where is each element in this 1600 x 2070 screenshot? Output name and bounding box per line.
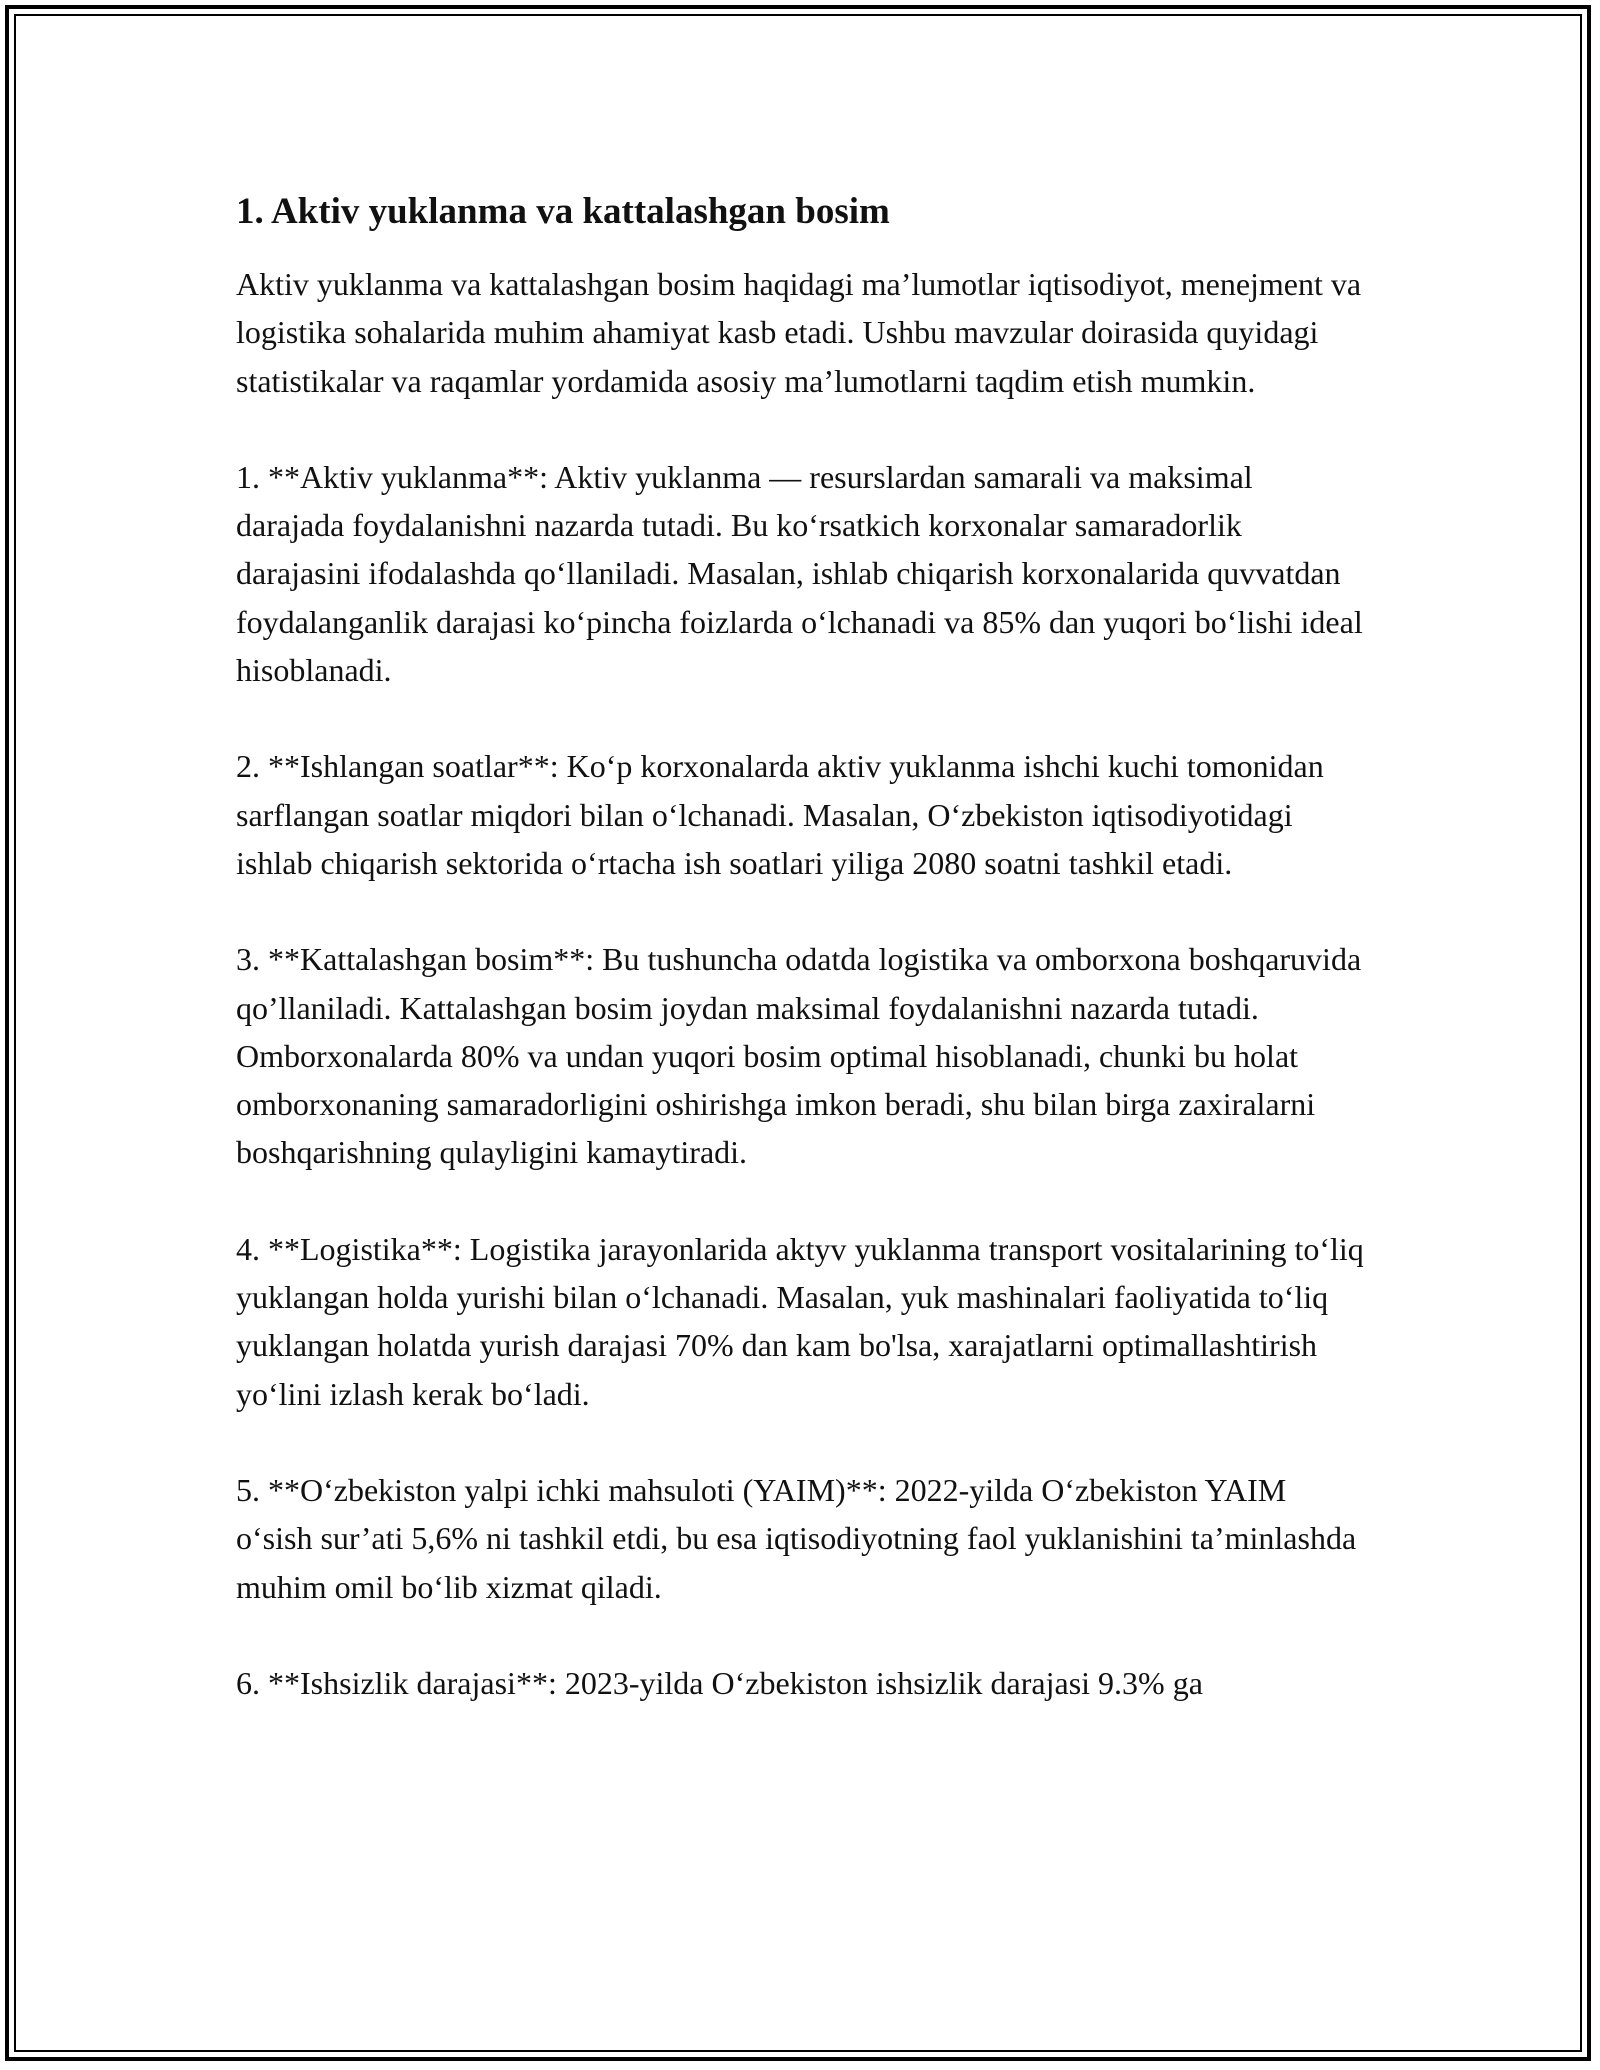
paragraph-ishlangan-soatlar: 2. **Ishlangan soatlar**: Koʻp korxonalarda aktiv yuklanma ishchi kuchi tomonidan sarflangan soatlar miqdori bilan oʻlchanadi. Masalan, Oʻzbekiston iqtisodiyotidagi ishlab chiqarish sektorida oʻrtacha ish soatlari yiliga 2080 soatni tashkil etadi. <box>236 748 1324 881</box>
document-body <box>236 188 1366 1755</box>
intro-paragraph: Aktiv yuklanma va kattalashgan bosim haqidagi ma’lumotlar iqtisodiyot, menejment va logistika sohalarida muhim ahamiyat kasb etadi. Ushbu mavzular doirasida quyidagi statistikalar va raqamlar yordamida asosiy ma’lumotlarni taqdim etish mumkin. <box>236 266 1362 399</box>
paragraph-yaim: 5. **Oʻzbekiston yalpi ichki mahsuloti (YAIM)**: 2022-yilda Oʻzbekiston YAIM oʻsish sur’ati 5,6% ni tashkil etdi, bu esa iqtisodiyotning faol yuklanishini ta’minlashda muhim omil boʻlib xizmat qiladi. <box>236 1471 1357 1605</box>
paragraph-ishsizlik: 6. **Ishsizlik darajasi**: 2023-yilda Oʻzbekiston ishsizlik darajasi 9.3% ga <box>236 1664 1203 1701</box>
section-heading: 1. Aktiv yuklanma va kattalashgan bosim <box>236 191 890 232</box>
paragraph-kattalashgan-bosim: 3. **Kattalashgan bosim**: Bu tushuncha odatda logistika va omborxona boshqaruvida qo’llaniladi. Kattalashgan bosim joydan maksimal foydalanishni nazarda tutadi. Omborxonalarda 80% va undan yuqori bosim optimal hisoblanadi, chunki bu holat omborxonaning samaradorligini oshirishga imkon beradi, shu bilan birga zaxiralarni boshqarishning qulayligini kamaytiradi. <box>236 941 1362 1171</box>
paragraph-aktiv-yuklanma: 1. **Aktiv yuklanma**: Aktiv yuklanma — resurslardan samarali va maksimal darajada foydalanishni nazarda tutadi. Bu koʻrsatkich korxonalar samaradorlik darajasini ifodalashda qoʻllaniladi. Masalan, ishlab chiqarish korxonalarida quvvatdan foydalanganlik darajasi koʻpincha foizlarda oʻlchanadi va 85% dan yuqori boʻlishi ideal hisoblanadi. <box>236 458 1363 689</box>
paragraph-logistika: 4. **Logistika**: Logistika jarayonlarida aktyv yuklanma transport vositalarining toʻliq yuklangan holda yurishi bilan oʻlchanadi. Masalan, yuk mashinalari faoliyatida toʻliq yuklangan holatda yurish darajasi 70% dan kam bo'lsa, xarajatlarni optimallashtirish yoʻlini izlash kerak boʻladi. <box>236 1230 1364 1412</box>
